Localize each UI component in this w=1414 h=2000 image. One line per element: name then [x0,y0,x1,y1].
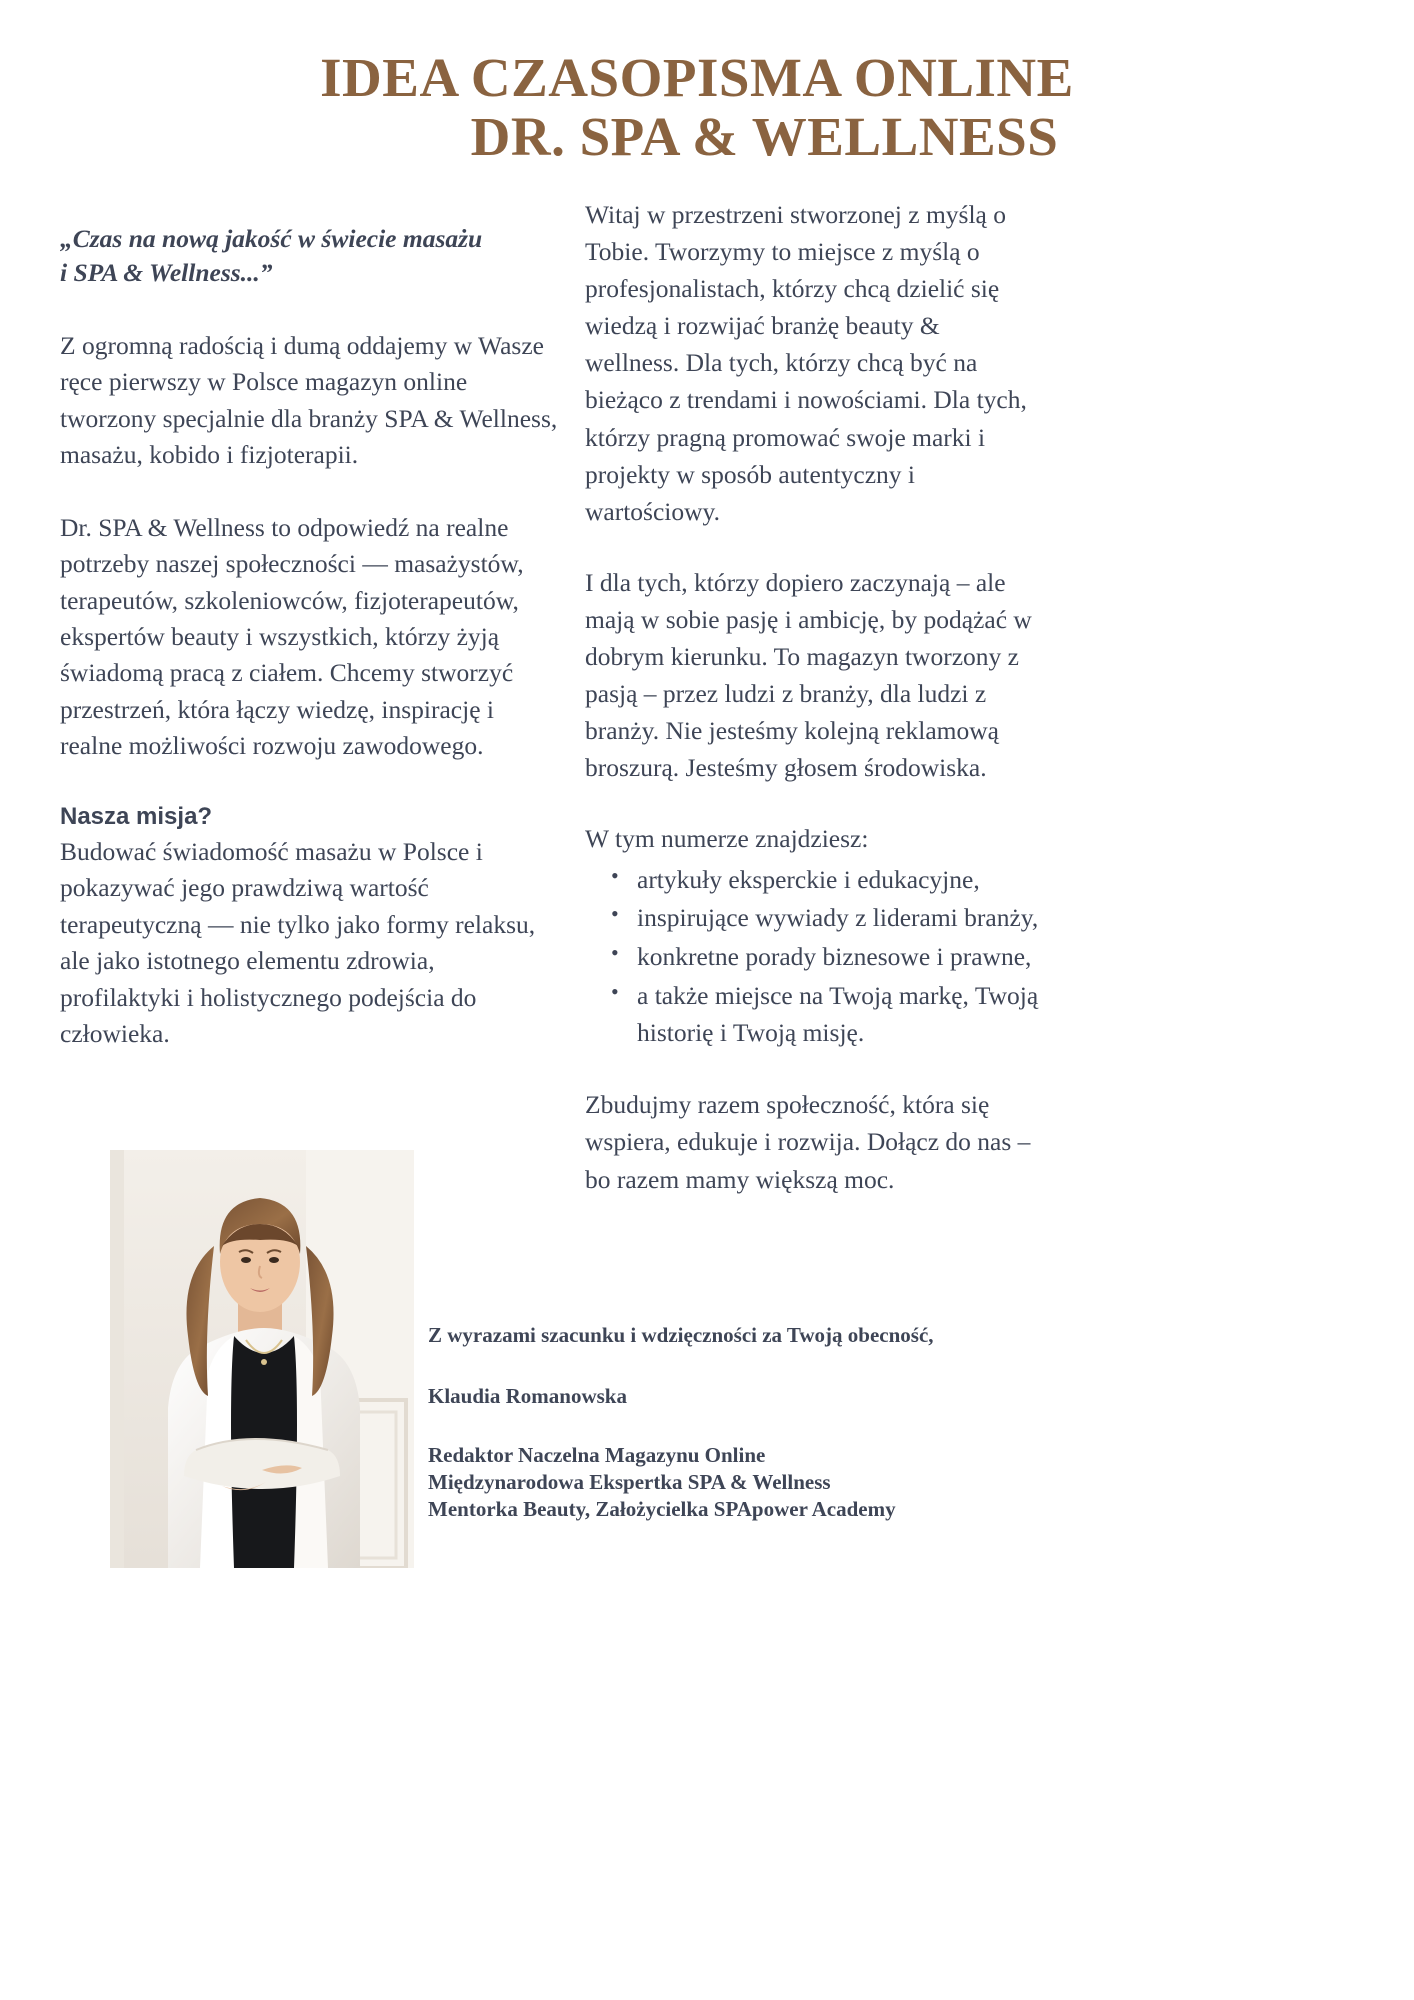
signature-role-2: Międzynarodowa Ekspertka SPA & Wellness [428,1469,831,1494]
issue-contents-list [585,862,1040,1053]
closing-paragraph: Zbudujmy razem społeczność, która się wspiera, edukuje i rozwija. Dołącz do nas – bo razem mamy większą moc. [585,1090,1031,1194]
page-header [0,48,1414,167]
right-column [585,196,1040,1198]
signature-role-1: Redaktor Naczelna Magazynu Online [428,1442,766,1467]
signature-spacer-2 [428,1410,1028,1442]
list-item: • konkretne porady biznesowe i prawne, [637,939,1040,976]
right-paragraph-1: Witaj w przestrzeni stworzonej z myślą o Tobie. Tworzymy to miejsce z myślą o profesjonalistach, którzy chcą dzielić się wiedzą i rozwijać branżę beauty & wellness. Dla tych, którzy chcą być na bieżąco z trendami i nowościami. Dla tych, którzy pragną promować swoje marki i projekty w sposób autentyczny i wartościowy. [585,200,1027,526]
pull-quote [60,222,560,290]
list-item: • artykuły eksperckie i edukacyjne, [637,862,1040,899]
pull-quote-line-1: „Czas na nową jakość w świecie masażu [60,224,483,253]
page-title-line-1: IDEA CZASOPISMA ONLINE [320,47,1074,108]
right-paragraph-2: I dla tych, którzy dopiero zaczynają – ale mają w sobie pasję i ambicję, by podążać w dobrym kierunku. To magazyn tworzony z pasją – przez ludzi z branży, dla ludzi z branży. Nie jesteśmy kolejną reklamową broszurą. Jesteśmy głosem środowiska. [585,567,1032,783]
mission-text: Budować świadomość masażu w Polsce i pokazywać jego prawdziwą wartość terapeutyczną — nie tylko jako formy relaksu, ale jako istotnego elementu zdrowia, profilaktyki i holistycznego podejścia do człowieka. [60,836,536,1049]
page-title-line-2: DR. SPA & WELLNESS [470,106,1059,168]
portrait-photo-image [110,1150,414,1568]
left-column [60,222,560,1053]
issue-intro: W tym numerze znajdziesz: [585,824,869,854]
left-paragraph-2: Dr. SPA & Wellness to odpowiedź na realne potrzeby naszej społeczności — masażystów, terapeutów, szkoleniowców, fizjoterapeutów, ekspertów beauty i wszystkich, którzy żyją świadomą pracą z ciałem. Chcemy stworzyć przestrzeń, która łączy wiedzę, inspirację i realne możliwości rozwoju zawodowego. [60,512,524,761]
signature-spacer-1 [428,1349,1028,1383]
left-paragraph-1: Z ogromną radością i dumą oddajemy w Wasze ręce pierwszy w Polsce magazyn online tworzony specjalnie dla branży SPA & Wellness, masażu, kobido i fizjoterapii. [60,330,558,470]
list-item: • inspirujące wywiady z liderami branży, [637,900,1040,937]
signature-name: Klaudia Romanowska [428,1383,627,1408]
list-item: • a także miejsce na Twoją markę, Twoją historię i Twoją misję. [637,978,1040,1052]
pull-quote-line-2: i SPA & Wellness...” [60,257,273,287]
portrait-photo [110,1150,414,1568]
signature-block [428,1322,1028,1522]
mission-heading: Nasza misja? [60,802,213,830]
signature-role-3: Mentorka Beauty, Założycielka SPApower Academy [428,1496,896,1521]
signature-closing: Z wyrazami szacunku i wdzięczności za Twoją obecność, [428,1323,934,1347]
